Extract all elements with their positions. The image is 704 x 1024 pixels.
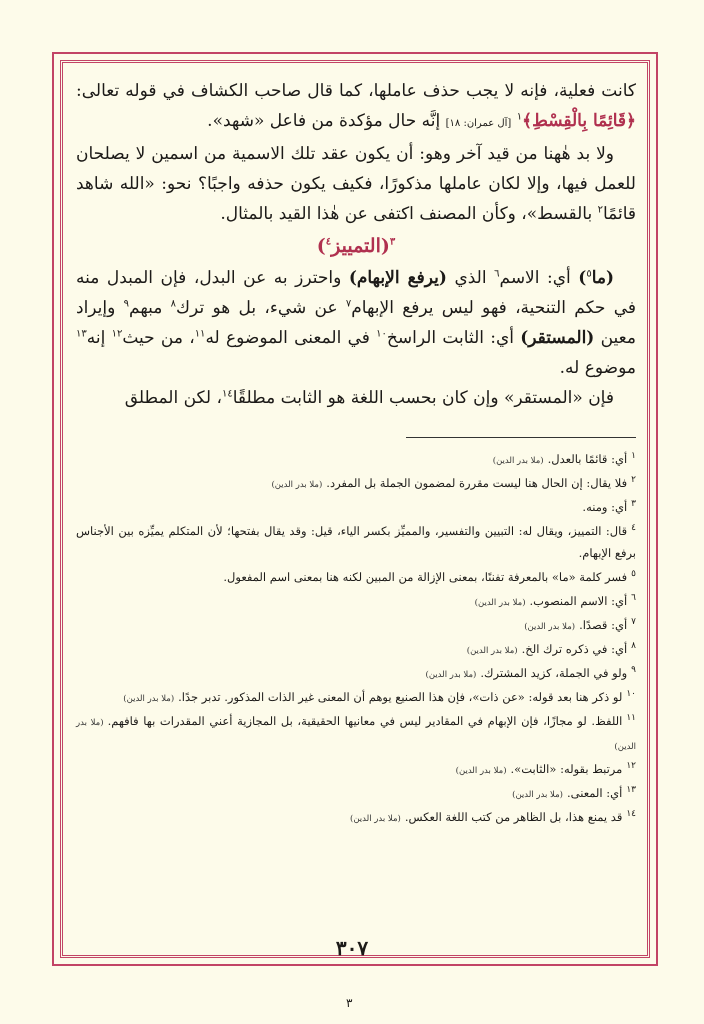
footnote-number: ١٤ (626, 809, 636, 820)
footnote-text: أي: قصدًا. (579, 618, 628, 632)
footnote-ref-5: ٥ (586, 268, 592, 280)
footnote-ref-14: ١٤ (221, 388, 233, 400)
footnote-ref-2: ٢ (597, 204, 603, 216)
footnote-source: (ملا بدر الدين) (425, 670, 477, 680)
footnote-source: (ملا بدر الدين) (466, 646, 518, 656)
footnote (76, 686, 636, 710)
footnote (76, 806, 636, 830)
footnote (76, 566, 636, 590)
footnote-text: اللفظ. لو مجازًا، فإن الإبهام في المقادير ليس في معانيها الحقيقية، بل المجازية أعني المقدرات بها فافهم. (107, 714, 623, 728)
footnote-number: ٨ (631, 641, 636, 652)
footnote-ref-10: ١٠ (376, 328, 387, 340)
footnote-ref-11: ١١ (194, 328, 206, 340)
footnote-text: قد يمنع هذا، بل الظاهر من كتب اللغة العكس. (404, 810, 623, 824)
p3-t2: الذي (454, 268, 487, 288)
footnote (76, 758, 636, 782)
p3-t6: وإيراد معين (76, 298, 636, 348)
footnote-text: فسر كلمة «ما» بالمعرفة تفننًا، بمعنى الإزالة من المبين لكنه هنا بمعنى اسم المفعول. (223, 570, 628, 584)
paragraph-4-text-b: ، لكن المطلق (124, 388, 222, 408)
footnote-ref-3: ٣ (389, 236, 396, 248)
footnote-text: أي: الاسم المنصوب. (529, 594, 628, 608)
footnote (76, 520, 636, 566)
footnote-number: ٢ (631, 475, 636, 486)
footnote-text: مرتبط بقوله: «الثابت». (510, 762, 623, 776)
p3-t8: في المعنى الموضوع له (205, 328, 370, 348)
paragraph-2 (76, 139, 636, 229)
footnote-ref-13: ١٣ (76, 328, 87, 340)
footnote-number: ٧ (631, 617, 636, 628)
footnote-separator (406, 437, 636, 438)
footnote-ref-8: ٨ (170, 298, 177, 310)
footnote-ref-6: ٦ (494, 268, 500, 280)
footnote-source: (ملا بدر الدين) (123, 694, 175, 704)
footnote (76, 662, 636, 686)
footnote-text: أي: المعنى. (566, 786, 623, 800)
footnote-source: (ملا بدر الدين) (524, 622, 576, 632)
paragraph-1 (76, 76, 636, 139)
footnote (76, 710, 636, 758)
footnote-text: أي: ومنه. (582, 500, 628, 514)
term-ma-close: ) (578, 268, 587, 288)
heading-close: ) (316, 235, 326, 257)
p3-t4: عن شيء، بل هو ترك (176, 298, 338, 318)
footnote-number: ٩ (631, 665, 636, 676)
term-ma: (ما (591, 268, 615, 288)
paragraph-2-text-b: بالقسط»، وكأن المصنف اكتفى عن هٰذا القيد بالمثال. (220, 204, 593, 224)
footnote-text: لو ذكر هنا بعد قوله: «عن ذات»، فإن هذا الصنيع يوهم أن المعنى غير الذات المذكور. تدبر جدًا. (178, 690, 623, 704)
main-text (76, 76, 636, 413)
page-number: ٣٠٧ (335, 936, 369, 960)
footnote-number: ٦ (631, 593, 636, 604)
footnote-ref-12: ١٢ (111, 328, 123, 340)
footnote-source: (ملا بدر الدين) (350, 814, 401, 824)
footnote-number: ٥ (631, 569, 636, 580)
section-heading (76, 229, 636, 263)
footnote-source: (ملا بدر الدين) (512, 790, 563, 800)
paragraph-1-text-a: كانت فعلية، فإنه لا يجب حذف عاملها، كما قال صاحب الكشاف في قوله تعالى: (76, 81, 636, 101)
footnote-source: (ملا بدر الدين) (271, 480, 323, 490)
footnote-number: ١١ (626, 713, 636, 724)
footnote (76, 638, 636, 662)
p3-t5: مبهم (129, 298, 163, 318)
footnote-text: قال: التمييز، ويقال له: التبيين والتفسير، والمميِّز بكسر الياء، قيل: وقد يقال بفتحها؛ لأن المتكلم يميِّزه بين الأجناس برفع الإبهام. (76, 524, 636, 560)
paragraph-4 (76, 383, 636, 413)
paragraph-2-text-a: ولا بد هٰهنا من قيد آخر وهو: أن يكون عقد تلك الاسمية من اسمين لا يصلحان للعمل فيها، وإلا لكان عاملها مذكورًا، فكيف يكون حذفه واجبًا؟ نحو: «الله شاهد قائمًا (76, 144, 636, 224)
p3-t9: ، من حيث (122, 328, 195, 348)
footnote-ref-4: ٤ (325, 236, 332, 248)
footnote-ref-9: ٩ (123, 298, 129, 310)
footnote-source: (ملا بدر الدين) (492, 456, 544, 466)
footnote-number: ١ (631, 451, 636, 462)
footnotes (76, 448, 636, 830)
footnote-ref-7: ٧ (345, 298, 352, 310)
term-mustaqarr: (المستقر) (520, 328, 595, 348)
footnote-source: (ملا بدر الدين) (455, 766, 507, 776)
footnote-number: ٤ (631, 523, 636, 534)
footnote-number: ١٠ (626, 689, 636, 700)
paragraph-3 (76, 263, 636, 383)
footnote-text: ولو في الجملة، كزيد المشترك. (480, 666, 628, 680)
verse-reference: [آل عمران: ١٨] (445, 118, 512, 129)
footnote-number: ١٣ (626, 785, 636, 796)
p3-t1: أي: الاسم (499, 268, 571, 288)
paragraph-1-text-b: إنَّه حال مؤكدة من فاعل «شهد». (207, 111, 441, 131)
footnote-text: أي: في ذكره ترك الخ. (521, 642, 628, 656)
footnote-source: (ملا بدر الدين) (474, 598, 526, 608)
page-content (76, 76, 636, 952)
p3-t3: واحترز به عن البدل، فإن المبدل منه في حكم التنحية، فهو ليس يرفع الإبهام (76, 268, 636, 318)
footnote (76, 448, 636, 472)
p3-t11: موضوع له. (559, 358, 636, 378)
footnote (76, 614, 636, 638)
footnote-text: أي: قائمًا بالعدل. (547, 452, 628, 466)
signature-mark: ٣ (346, 996, 353, 1010)
footnote-number: ٣ (631, 499, 636, 510)
footnote-number: ١٢ (626, 761, 636, 772)
footnote-ref-1: ١ (516, 111, 523, 123)
footnote (76, 782, 636, 806)
term-raf-ibham: (يرفع الإبهام) (348, 268, 447, 288)
footnote-source: (ملا بدر الدين) (76, 718, 636, 752)
footnote-text: فلا يقال: إن الحال هنا ليست مقررة لمضمون الجملة بل المفرد. (326, 476, 628, 490)
paragraph-4-text-a: فإن «المستقر» وإن كان بحسب اللغة هو الثابت مطلقًا (232, 388, 614, 408)
footnote (76, 590, 636, 614)
p3-t10: إنه (86, 328, 106, 348)
heading-text: (التمييز (331, 235, 390, 257)
footnote (76, 472, 636, 496)
footnote (76, 496, 636, 520)
quran-verse: ﴿قَائِمًا بِالْقِسْطِ﴾ (522, 111, 636, 131)
p3-t7: أي: الثابت الراسخ (386, 328, 514, 348)
